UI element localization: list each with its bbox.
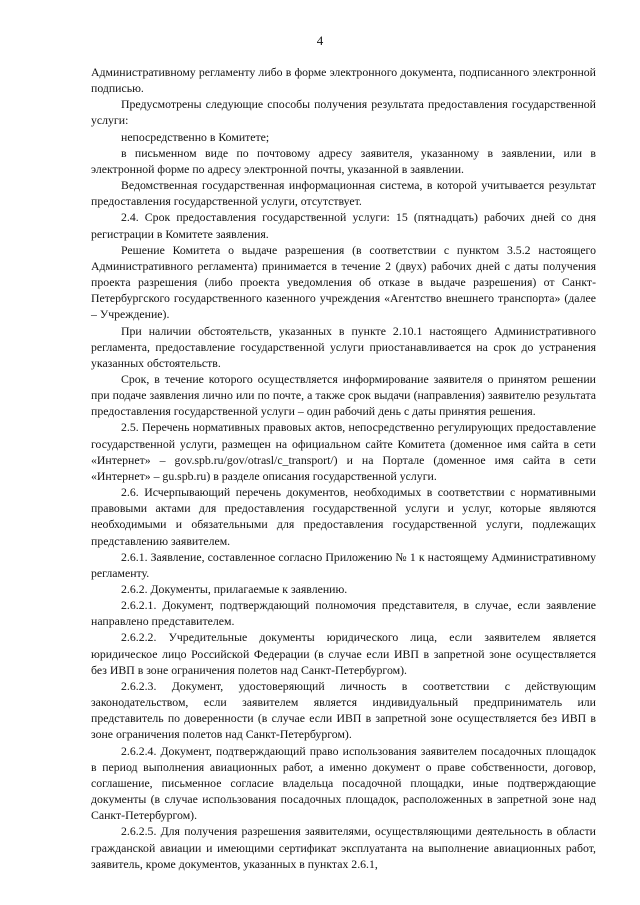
paragraph-section-2-6-2-3: 2.6.2.3. Документ, удостоверяющий личность в соответствии с действующим законодательством, если заявителем является индивидуальный предприниматель или представитель по доверенности (в случае если ИВП в запретной зоне осуществляется без ИВП в зоне ограничения полетов над Санкт-Петербургом). [91, 678, 596, 742]
paragraph: Административному регламенту либо в форме электронного документа, подписанного электронной подписью. [91, 65, 596, 96]
paragraph-section-2-6: 2.6. Исчерпывающий перечень документов, необходимых в соответствии с нормативными правовыми актами для предоставления государственной услуги и услуг, которые являются необходимыми и обязательными для предоставления государственной услуги, подлежащих представлению заявителем. [91, 485, 596, 548]
paragraph-section-2-5: 2.5. Перечень нормативных правовых актов, непосредственно регулирующих предоставление государственной услуги, размещен на официальном сайте Комитета (доменное имя сайта в сети «Интернет» – gov.spb.ru/gov/otrasl/c_transport/) и на Портале (доменное имя сайта в сети «Интернет» – gu.spb.ru) в разделе описания государственной услуги. [91, 420, 596, 483]
paragraph: Ведомственная государственная информационная система, в которой учитывается результат предоставления государственной услуги, отсутствует. [91, 178, 596, 209]
paragraph: Срок, в течение которого осуществляется информирование заявителя о принятом решении при подаче заявления лично или по почте, а также срок выдачи (направления) заявителю результата предоставления государственной услуги – один рабочий день с даты принятия решения. [91, 371, 596, 419]
paragraph: При наличии обстоятельств, указанных в пункте 2.10.1 настоящего Административного регламента, предоставление государственной услуги приостанавливается на срок до устранения указанных обстоятельств. [91, 323, 596, 370]
page-number: 4 [316, 33, 324, 48]
paragraph-section-2-6-1: 2.6.1. Заявление, составленное согласно Приложению № 1 к настоящему Административному регламенту. [91, 549, 596, 580]
paragraph-section-2-6-2-1: 2.6.2.1. Документ, подтверждающий полномочия представителя, в случае, если заявление направлено представителем. [91, 598, 596, 629]
paragraph-section-2-6-2-4: 2.6.2.4. Документ, подтверждающий право использования заявителем посадочных площадок в период выполнения авиационных работ, а именно документ о праве собственности, договор, соглашение, письменное согласие владельца посадочной площадки, иные подтверждающие документы (в случае использования посадочных площадок, расположенных в запретной зоне над Санкт-Петербургом). [91, 743, 596, 823]
paragraph-section-2-4: 2.4. Срок предоставления государственной услуги: 15 (пятнадцать) рабочих дней со дня регистрации в Комитете заявления. [91, 210, 596, 241]
paragraph-section-2-6-2-2: 2.6.2.2. Учредительные документы юридического лица, если заявителем является юридическое лицо Российской Федерации (в случае если ИВП в запретной зоне осуществляется без ИВП в зоне ограничения полетов над Санкт-Петербургом). [91, 630, 596, 677]
paragraph-section-2-6-2: 2.6.2. Документы, прилагаемые к заявлению. [121, 582, 348, 596]
paragraph: Решение Комитета о выдаче разрешения (в соответствии с пунктом 3.5.2 настоящего Административного регламента) принимается в течение 2 (двух) рабочих дней с даты получения проекта разрешения (либо проекта уведомления об отказе в выдаче разрешения) от Санкт-Петербургского государственного казенного учреждения «Агентство внешнего транспорта» (далее – Учреждение). [91, 242, 596, 322]
paragraph-section-2-6-2-5: 2.6.2.5. Для получения разрешения заявителями, осуществляющими деятельность в области гражданской авиации и имеющими сертификат эксплуатанта на выполнение авиационных работ, заявитель, кроме документов, указанных в пунктах 2.6.1, [91, 824, 596, 871]
paragraph: Предусмотрены следующие способы получения результата предоставления государственной услуги: [91, 97, 596, 128]
paragraph: непосредственно в Комитете; [121, 129, 270, 144]
document-body [91, 64, 596, 872]
paragraph: в письменном виде по почтовому адресу заявителя, указанному в заявлении, или в электронной форме по адресу электронной почты, указанной в заявлении. [91, 145, 596, 176]
